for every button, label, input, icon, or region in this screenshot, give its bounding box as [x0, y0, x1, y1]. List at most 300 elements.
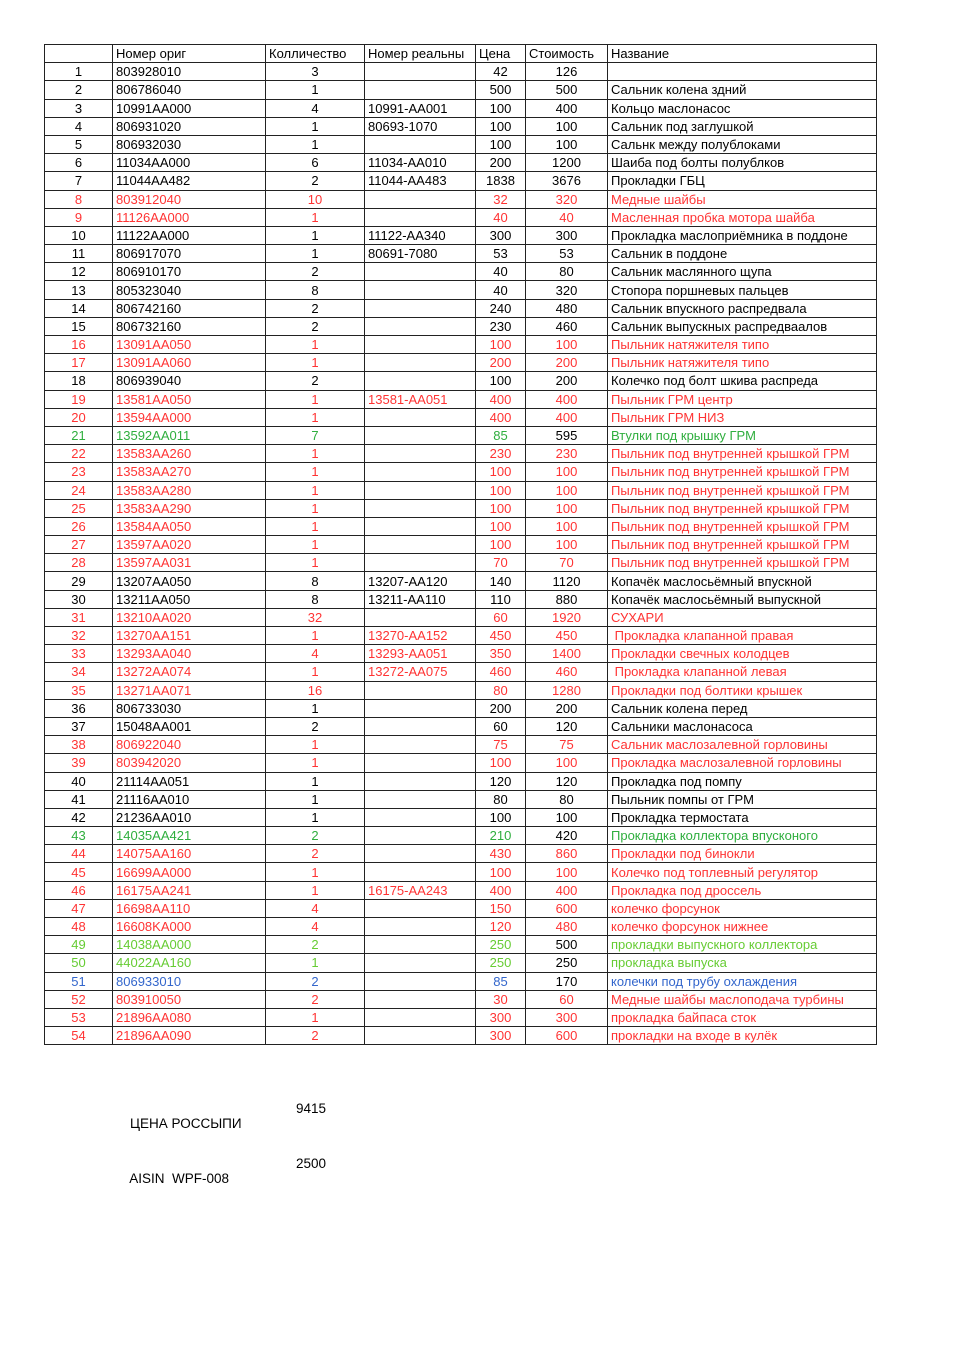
cell-row-number: 28 [45, 554, 113, 572]
cell-price: 100 [476, 863, 526, 881]
cell-name: Пыльник ГРМ центр [608, 390, 877, 408]
cell-price: 85 [476, 972, 526, 990]
cell-orig-number: 13583AA270 [113, 463, 266, 481]
cell-cost: 60 [526, 990, 608, 1008]
loose-price-value: 9415 [296, 1101, 327, 1116]
cell-name: Сальнк между полублоками [608, 135, 877, 153]
cell-cost: 3676 [526, 172, 608, 190]
cell-quantity: 2 [266, 717, 365, 735]
cell-orig-number: 806733030 [113, 699, 266, 717]
table-row [45, 754, 877, 772]
table-row [45, 445, 877, 463]
cell-quantity: 1 [266, 699, 365, 717]
cell-price: 100 [476, 481, 526, 499]
cell-cost: 100 [526, 863, 608, 881]
cell-cost: 480 [526, 299, 608, 317]
cell-price: 100 [476, 372, 526, 390]
cell-orig-number: 806786040 [113, 81, 266, 99]
cell-cost: 1920 [526, 608, 608, 626]
cell-orig-number: 21236AA010 [113, 808, 266, 826]
cell-price: 300 [476, 1027, 526, 1045]
cell-cost: 600 [526, 1027, 608, 1045]
cell-price: 230 [476, 317, 526, 335]
cell-name: СУХАРИ [608, 608, 877, 626]
table-row [45, 954, 877, 972]
cell-name: Пыльник под внутренней крышкой ГРМ [608, 445, 877, 463]
cell-quantity: 1 [266, 390, 365, 408]
cell-row-number: 35 [45, 681, 113, 699]
cell-quantity: 1 [266, 226, 365, 244]
table-row [45, 463, 877, 481]
cell-name: Пыльник под внутренней крышкой ГРМ [608, 481, 877, 499]
cell-quantity: 2 [266, 936, 365, 954]
cell-quantity: 4 [266, 918, 365, 936]
table-row [45, 354, 877, 372]
cell-quantity: 2 [266, 299, 365, 317]
cell-name: Прокладки ГБЦ [608, 172, 877, 190]
cell-name: колечки под трубу охлаждения [608, 972, 877, 990]
table-row [45, 936, 877, 954]
cell-price: 140 [476, 572, 526, 590]
cell-price: 100 [476, 754, 526, 772]
cell-price: 200 [476, 354, 526, 372]
cell-row-number: 4 [45, 117, 113, 135]
cell-cost: 80 [526, 263, 608, 281]
cell-cost: 100 [526, 517, 608, 535]
cell-real-number [365, 426, 476, 444]
cell-orig-number: 21114AA051 [113, 772, 266, 790]
cell-price: 85 [476, 426, 526, 444]
cell-quantity: 1 [266, 536, 365, 554]
cell-orig-number: 14035AA421 [113, 827, 266, 845]
cell-orig-number: 806742160 [113, 299, 266, 317]
cell-real-number [365, 899, 476, 917]
cell-cost: 1400 [526, 645, 608, 663]
cell-real-number: 11044-AA483 [365, 172, 476, 190]
cell-price: 230 [476, 445, 526, 463]
cell-name: Прокладка клапанной правая [608, 627, 877, 645]
cell-real-number [365, 536, 476, 554]
cell-quantity: 1 [266, 736, 365, 754]
cell-orig-number: 13581AA050 [113, 390, 266, 408]
cell-quantity: 2 [266, 263, 365, 281]
cell-name: Сальник маслозалевной горловины [608, 736, 877, 754]
cell-orig-number: 803910050 [113, 990, 266, 1008]
cell-price: 30 [476, 990, 526, 1008]
cell-quantity: 1 [266, 517, 365, 535]
cell-orig-number: 806922040 [113, 736, 266, 754]
cell-cost: 860 [526, 845, 608, 863]
cell-quantity: 1 [266, 135, 365, 153]
cell-name: Прокладка маслоприёмника в поддоне [608, 226, 877, 244]
cell-real-number [365, 954, 476, 972]
cell-quantity: 1 [266, 863, 365, 881]
cell-row-number: 41 [45, 790, 113, 808]
cell-name: прокладки выпускного коллектора [608, 936, 877, 954]
cell-real-number [365, 336, 476, 354]
cell-price: 300 [476, 226, 526, 244]
cell-real-number: 80693-1070 [365, 117, 476, 135]
cell-quantity: 16 [266, 681, 365, 699]
cell-orig-number: 10991AA000 [113, 99, 266, 117]
cell-name: колечко форсунок нижнее [608, 918, 877, 936]
cell-name: Пыльник под внутренней крышкой ГРМ [608, 463, 877, 481]
cell-real-number: 13211-AA110 [365, 590, 476, 608]
cell-real-number: 13272-AA075 [365, 663, 476, 681]
cell-orig-number: 806932030 [113, 135, 266, 153]
cell-name: Сальник в поддоне [608, 245, 877, 263]
cell-cost: 100 [526, 754, 608, 772]
cell-cost: 120 [526, 717, 608, 735]
cell-real-number [365, 408, 476, 426]
table-row [45, 408, 877, 426]
cell-orig-number: 13592AA011 [113, 426, 266, 444]
cell-real-number [365, 317, 476, 335]
cell-real-number [365, 517, 476, 535]
cell-price: 60 [476, 608, 526, 626]
cell-quantity: 2 [266, 845, 365, 863]
cell-real-number [365, 990, 476, 1008]
cell-price: 80 [476, 790, 526, 808]
cell-price: 350 [476, 645, 526, 663]
cell-name: Сальник под заглушкой [608, 117, 877, 135]
table-row [45, 590, 877, 608]
cell-row-number: 42 [45, 808, 113, 826]
table-row [45, 699, 877, 717]
cell-real-number: 16175-AA243 [365, 881, 476, 899]
cell-quantity: 4 [266, 899, 365, 917]
cell-row-number: 33 [45, 645, 113, 663]
cell-price: 460 [476, 663, 526, 681]
table-row [45, 245, 877, 263]
cell-price: 100 [476, 517, 526, 535]
header-row [45, 45, 877, 63]
cell-row-number: 26 [45, 517, 113, 535]
cell-name: Кольцо маслонасос [608, 99, 877, 117]
cell-cost: 450 [526, 627, 608, 645]
cell-orig-number: 16698AA110 [113, 899, 266, 917]
cell-name: Прокладки под бинокли [608, 845, 877, 863]
cell-quantity: 1 [266, 808, 365, 826]
cell-row-number: 32 [45, 627, 113, 645]
cell-cost: 600 [526, 899, 608, 917]
cell-row-number: 53 [45, 1008, 113, 1026]
cell-cost: 880 [526, 590, 608, 608]
table-row [45, 736, 877, 754]
cell-name: Прокладка маслозалевной горловины [608, 754, 877, 772]
cell-orig-number: 14038AA000 [113, 936, 266, 954]
cell-real-number: 13581-AA051 [365, 390, 476, 408]
cell-real-number [365, 736, 476, 754]
cell-quantity: 4 [266, 645, 365, 663]
cell-cost: 320 [526, 190, 608, 208]
parts-table [44, 44, 877, 1045]
cell-price: 100 [476, 336, 526, 354]
table-row [45, 81, 877, 99]
cell-orig-number: 13597AA020 [113, 536, 266, 554]
cell-price: 60 [476, 717, 526, 735]
cell-real-number: 11122-AA340 [365, 226, 476, 244]
cell-quantity: 1 [266, 754, 365, 772]
cell-row-number: 44 [45, 845, 113, 863]
cell-orig-number: 13583AA290 [113, 499, 266, 517]
cell-orig-number: 13270AA151 [113, 627, 266, 645]
cell-price: 200 [476, 699, 526, 717]
cell-cost: 1280 [526, 681, 608, 699]
cell-row-number: 45 [45, 863, 113, 881]
cell-name: Пыльник ГРМ НИЗ [608, 408, 877, 426]
cell-orig-number: 803928010 [113, 63, 266, 81]
cell-real-number [365, 772, 476, 790]
cell-orig-number: 11122AA000 [113, 226, 266, 244]
cell-cost: 400 [526, 390, 608, 408]
cell-orig-number: 806917070 [113, 245, 266, 263]
cell-real-number [365, 135, 476, 153]
cell-row-number: 6 [45, 154, 113, 172]
cell-cost: 200 [526, 699, 608, 717]
cell-cost: 120 [526, 772, 608, 790]
cell-name: прокладки на входе в кулёк [608, 1027, 877, 1045]
table-row [45, 790, 877, 808]
cell-name: Пыльник помпы от ГРМ [608, 790, 877, 808]
header-real-number: Номер реальны [365, 45, 476, 63]
cell-name: Сальник выпускных распредваалов [608, 317, 877, 335]
cell-price: 40 [476, 281, 526, 299]
cell-row-number: 23 [45, 463, 113, 481]
cell-price: 100 [476, 99, 526, 117]
table-row [45, 627, 877, 645]
cell-real-number [365, 845, 476, 863]
table-row [45, 499, 877, 517]
cell-cost: 100 [526, 808, 608, 826]
cell-price: 75 [476, 736, 526, 754]
cell-orig-number: 13584AA050 [113, 517, 266, 535]
cell-quantity: 2 [266, 972, 365, 990]
cell-price: 400 [476, 408, 526, 426]
header-name: Название [608, 45, 877, 63]
loose-price-label: ЦЕНА РОССЫПИ [130, 1116, 242, 1131]
cell-quantity: 1 [266, 627, 365, 645]
cell-row-number: 9 [45, 208, 113, 226]
cell-price: 32 [476, 190, 526, 208]
cell-row-number: 36 [45, 699, 113, 717]
cell-cost: 320 [526, 281, 608, 299]
cell-quantity: 1 [266, 208, 365, 226]
cell-row-number: 17 [45, 354, 113, 372]
cell-price: 40 [476, 263, 526, 281]
table-row [45, 281, 877, 299]
table-row [45, 608, 877, 626]
cell-price: 1838 [476, 172, 526, 190]
cell-row-number: 54 [45, 1027, 113, 1045]
cell-row-number: 39 [45, 754, 113, 772]
cell-quantity: 8 [266, 590, 365, 608]
cell-row-number: 29 [45, 572, 113, 590]
cell-cost: 480 [526, 918, 608, 936]
cell-cost: 100 [526, 135, 608, 153]
cell-real-number [365, 299, 476, 317]
cell-cost: 200 [526, 372, 608, 390]
cell-quantity: 1 [266, 554, 365, 572]
cell-orig-number: 14075AA160 [113, 845, 266, 863]
cell-row-number: 18 [45, 372, 113, 390]
table-row [45, 1008, 877, 1026]
cell-real-number: 13293-AA051 [365, 645, 476, 663]
cell-orig-number: 21896AA090 [113, 1027, 266, 1045]
header-empty [45, 45, 113, 63]
cell-quantity: 3 [266, 63, 365, 81]
cell-row-number: 40 [45, 772, 113, 790]
cell-row-number: 5 [45, 135, 113, 153]
table-row [45, 390, 877, 408]
cell-real-number [365, 790, 476, 808]
cell-real-number [365, 354, 476, 372]
table-row [45, 881, 877, 899]
table-row [45, 554, 877, 572]
cell-real-number [365, 1027, 476, 1045]
cell-orig-number: 11044AA482 [113, 172, 266, 190]
cell-row-number: 51 [45, 972, 113, 990]
cell-row-number: 46 [45, 881, 113, 899]
cell-cost: 100 [526, 536, 608, 554]
header-orig-number: Номер ориг [113, 45, 266, 63]
cell-row-number: 20 [45, 408, 113, 426]
cell-orig-number: 13594AA000 [113, 408, 266, 426]
cell-name: Прокладка коллектора впусконого [608, 827, 877, 845]
cell-cost: 300 [526, 1008, 608, 1026]
cell-price: 210 [476, 827, 526, 845]
cell-row-number: 24 [45, 481, 113, 499]
cell-quantity: 1 [266, 336, 365, 354]
cell-row-number: 34 [45, 663, 113, 681]
cell-real-number [365, 808, 476, 826]
cell-quantity: 1 [266, 445, 365, 463]
table-row [45, 899, 877, 917]
aisin-label: AISIN WPF-008 [129, 1171, 230, 1186]
cell-orig-number: 806939040 [113, 372, 266, 390]
cell-real-number [365, 1008, 476, 1026]
cell-name: Сальник колена перед [608, 699, 877, 717]
cell-cost: 100 [526, 336, 608, 354]
cell-real-number [365, 936, 476, 954]
cell-quantity: 1 [266, 954, 365, 972]
cell-name: Пыльник под внутренней крышкой ГРМ [608, 536, 877, 554]
cell-price: 42 [476, 63, 526, 81]
cell-real-number [365, 63, 476, 81]
cell-orig-number: 13293AA040 [113, 645, 266, 663]
cell-row-number: 11 [45, 245, 113, 263]
cell-orig-number: 11034AA000 [113, 154, 266, 172]
cell-name [608, 63, 877, 81]
table-row [45, 572, 877, 590]
cell-name: Пыльник натяжителя типо [608, 354, 877, 372]
cell-real-number: 11034-AA010 [365, 154, 476, 172]
cell-row-number: 38 [45, 736, 113, 754]
cell-cost: 400 [526, 881, 608, 899]
cell-cost: 460 [526, 663, 608, 681]
cell-row-number: 22 [45, 445, 113, 463]
cell-cost: 53 [526, 245, 608, 263]
table-row [45, 263, 877, 281]
cell-name: Колечко под топлевный регулятор [608, 863, 877, 881]
loose-price-line [115, 1101, 435, 1131]
cell-real-number: 13270-AA152 [365, 627, 476, 645]
cell-row-number: 52 [45, 990, 113, 1008]
cell-quantity: 8 [266, 572, 365, 590]
cell-row-number: 50 [45, 954, 113, 972]
cell-name: Сальник маслянного щупа [608, 263, 877, 281]
cell-orig-number: 13207AA050 [113, 572, 266, 590]
cell-name: Пыльник натяжителя типо [608, 336, 877, 354]
table-row [45, 990, 877, 1008]
cell-orig-number: 11126AA000 [113, 208, 266, 226]
cell-row-number: 2 [45, 81, 113, 99]
cell-quantity: 2 [266, 317, 365, 335]
cell-real-number [365, 754, 476, 772]
table-row [45, 63, 877, 81]
cell-price: 100 [476, 808, 526, 826]
cell-name: Колечко под болт шкива распреда [608, 372, 877, 390]
cell-row-number: 7 [45, 172, 113, 190]
table-row [45, 863, 877, 881]
cell-price: 100 [476, 463, 526, 481]
cell-real-number [365, 463, 476, 481]
table-row [45, 717, 877, 735]
header-cost: Стоимость [526, 45, 608, 63]
cell-cost: 100 [526, 481, 608, 499]
cell-name: Прокладка под дроссель [608, 881, 877, 899]
cell-quantity: 1 [266, 354, 365, 372]
cell-real-number [365, 372, 476, 390]
cell-real-number [365, 481, 476, 499]
cell-real-number [365, 499, 476, 517]
cell-quantity: 10 [266, 190, 365, 208]
cell-quantity: 7 [266, 426, 365, 444]
header-price: Цена [476, 45, 526, 63]
cell-real-number [365, 190, 476, 208]
table-row [45, 208, 877, 226]
cell-quantity: 6 [266, 154, 365, 172]
table-row [45, 808, 877, 826]
cell-cost: 500 [526, 81, 608, 99]
cell-real-number [365, 681, 476, 699]
cell-name: Копачёк маслосьёмный выпускной [608, 590, 877, 608]
cell-name: Втулки под крышку ГРМ [608, 426, 877, 444]
cell-quantity: 1 [266, 790, 365, 808]
cell-quantity: 1 [266, 772, 365, 790]
cell-name: Прокладка клапанной левая [608, 663, 877, 681]
cell-row-number: 37 [45, 717, 113, 735]
cell-price: 400 [476, 881, 526, 899]
cell-row-number: 16 [45, 336, 113, 354]
cell-price: 300 [476, 1008, 526, 1026]
cell-row-number: 30 [45, 590, 113, 608]
cell-quantity: 1 [266, 499, 365, 517]
cell-price: 100 [476, 536, 526, 554]
cell-price: 110 [476, 590, 526, 608]
table-row [45, 972, 877, 990]
table-row [45, 681, 877, 699]
cell-name: прокладка выпуска [608, 954, 877, 972]
cell-price: 250 [476, 954, 526, 972]
cell-orig-number: 805323040 [113, 281, 266, 299]
cell-real-number [365, 263, 476, 281]
table-row [45, 299, 877, 317]
table-row [45, 154, 877, 172]
cell-row-number: 47 [45, 899, 113, 917]
cell-price: 100 [476, 499, 526, 517]
cell-cost: 80 [526, 790, 608, 808]
